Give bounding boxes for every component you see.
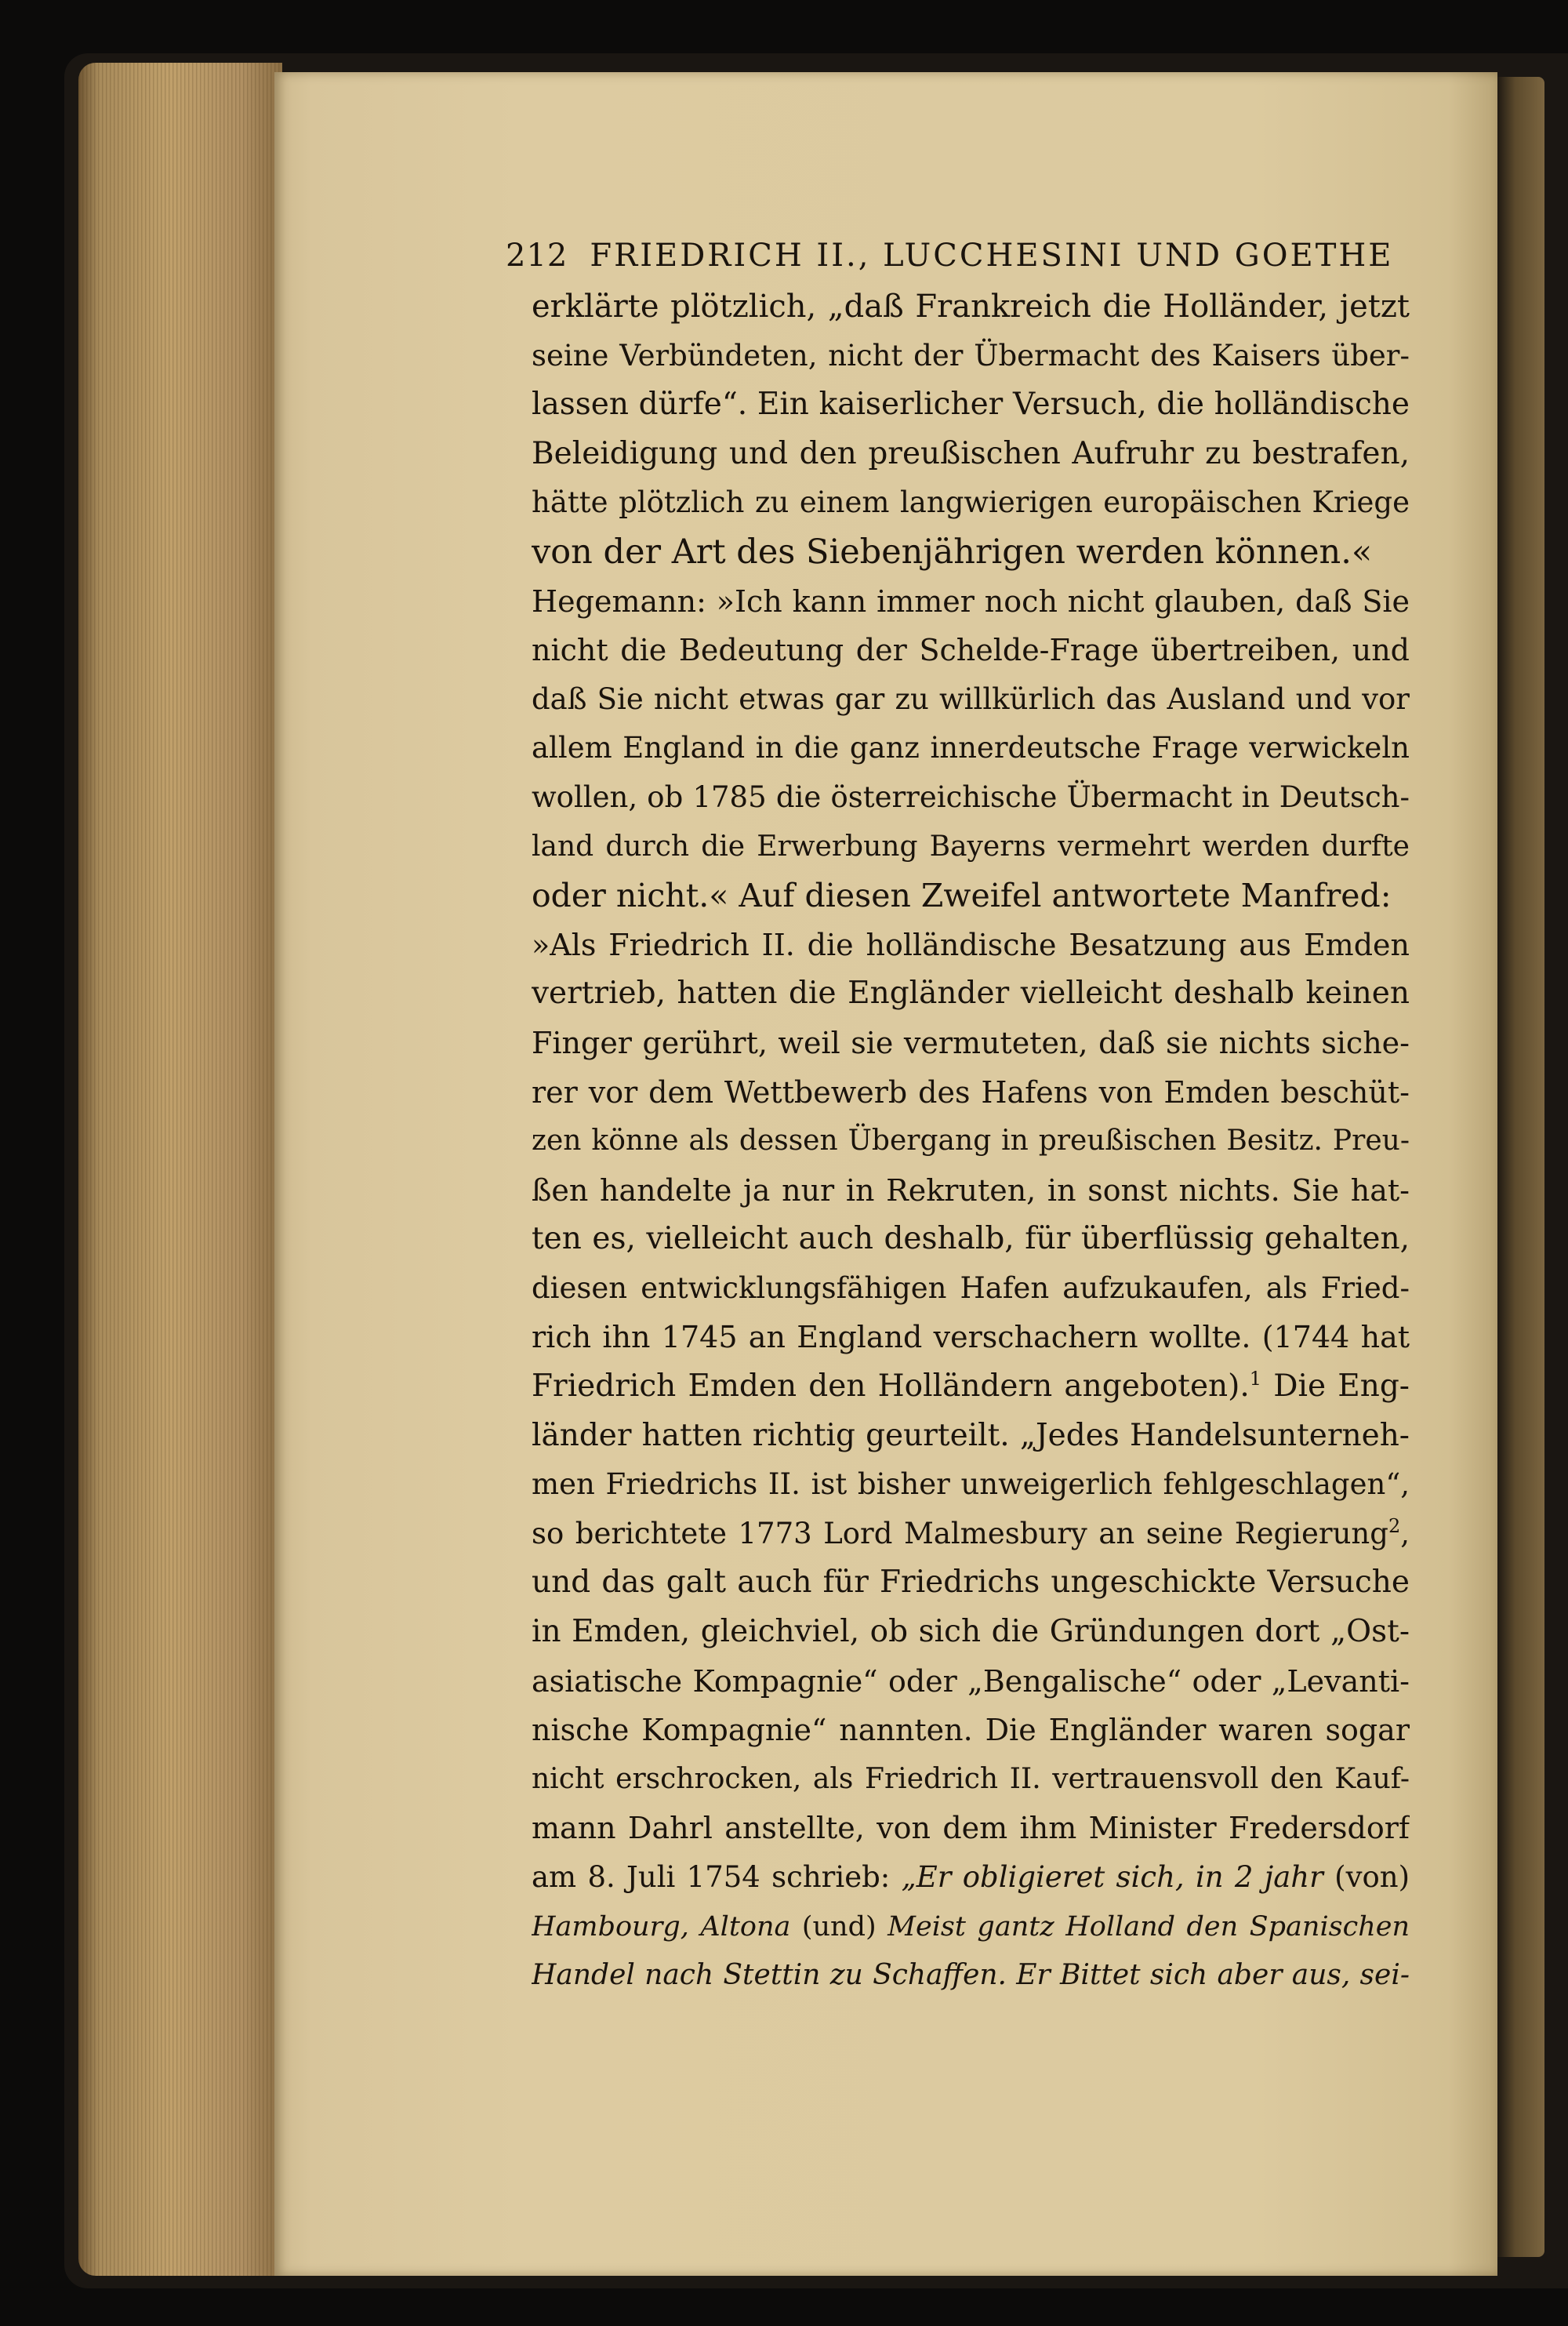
line-text: (und) [790,1910,888,1943]
quoted-italic-text: Handel nach Stettin zu Schaffen. Er Bittet sich aber aus, sei- [532,1959,1410,1992]
line-text: am 8. Juli 1754 schrieb: [532,1860,902,1894]
text-line: zen könne als dessen Übergang in preußischen Besitz. Preu- [532,1125,1410,1158]
text-line [532,1362,1410,1412]
text-line: nicht die Bedeutung der Schelde-Frage übertreiben, und [532,633,1410,668]
text-line: Hegemann: »Ich kann immer noch nicht glauben, daß Sie [532,583,1410,619]
text-line: vertrieb, hatten die Engländer vielleicht deshalb keinen [532,976,1410,1012]
text-line: rich ihn 1745 an England verschachern wollte. (1744 hat [532,1320,1410,1355]
text-line: mann Dahrl anstellte, von dem ihm Minister Fredersdorf [532,1811,1410,1846]
page-number: 212 [506,238,568,274]
facing-page-edge [1496,77,1544,2257]
text-line: Finger gerührt, weil sie vermuteten, daß sie nichts siche- [532,1025,1410,1060]
text-line: men Friedrichs II. ist bisher unweigerlich fehlgeschlagen“, [532,1467,1410,1502]
footnote-marker: 1 [1249,1368,1262,1390]
text-line: erklärte plötzlich, „daß Frankreich die Holländer, jetzt [532,289,1410,325]
text-line: rer vor dem Wettbewerb des Hafens von Emden beschüt- [532,1074,1410,1110]
text-line: in Emden, gleichviel, ob sich die Gründungen dort „Ost- [532,1614,1410,1650]
line-text: Die Eng- [1261,1368,1410,1405]
text-line: lassen dürfe“. Ein kaiserlicher Versuch, die holländische [532,387,1410,423]
text-line: allem England in die ganz innerdeutsche Frage verwickeln [532,731,1410,765]
text-line: Beleidigung und den preußischen Aufruhr zu bestrafen, [532,435,1410,471]
quoted-italic-text: „Er obligieret sich, in 2 jahr [901,1860,1323,1894]
text-line: ßen handelte ja nur in Rekruten, in sonst nichts. Sie hat- [532,1172,1410,1208]
text-line [532,1951,1410,2001]
running-head [506,232,1394,279]
text-line: und das galt auch für Friedrichs ungeschickte Versuche [532,1565,1410,1601]
text-line: wollen, ob 1785 die österreichische Übermacht in Deutsch- [532,780,1410,814]
text-line: von der Art des Siebenjährigen werden können.« [532,532,1373,572]
line-text: so berichtete 1773 Lord Malmesbury an seine Regierung [532,1516,1388,1550]
text-line: oder nicht.« Auf diesen Zweifel antwortete Manfred: [532,877,1392,915]
quoted-italic-text: Meist gantz Holland den Spanischen [887,1910,1410,1943]
text-line: »Als Friedrich II. die holländische Besatzung aus Emden [532,927,1410,962]
text-line: seine Verbündeten, nicht der Übermacht des Kaisers über- [532,338,1410,373]
text-line: länder hatten richtig geurteilt. „Jedes Handelsunterneh- [532,1417,1410,1453]
line-text: , [1400,1516,1410,1550]
text-line: ten es, vielleicht auch deshalb, für überflüssig gehalten, [532,1221,1410,1257]
text-line: land durch die Erwerbung Bayerns vermehrt werden durfte [532,830,1410,863]
text-line: daß Sie nicht etwas gar zu willkürlich das Ausland und vor [532,681,1410,716]
footnote-marker: 2 [1388,1514,1401,1537]
body-text [532,282,1410,2001]
text-line [532,1903,1410,1952]
chapter-title: FRIEDRICH II., LUCCHESINI UND GOETHE [590,238,1394,274]
line-text: Friedrich Emden den Holländern angeboten). [532,1368,1250,1405]
text-line: asiatische Kompagnie“ oder „Bengalische“ oder „Levanti- [532,1663,1410,1699]
text-line [532,1510,1410,1559]
text-line: diesen entwicklungsfähigen Hafen aufzukaufen, als Fried- [532,1270,1410,1305]
text-line: hätte plötzlich zu einem langwierigen europäischen Kriege [532,485,1410,520]
text-line [532,1853,1410,1903]
text-line: nische Kompagnie“ nannten. Die Engländer waren sogar [532,1713,1410,1748]
line-text: (von) [1323,1860,1410,1894]
page-fore-edge [78,63,282,2276]
text-line: nicht erschrocken, als Friedrich II. vertrauensvoll den Kauf- [532,1762,1410,1795]
quoted-italic-text: Hambourg, Altona [532,1910,791,1943]
